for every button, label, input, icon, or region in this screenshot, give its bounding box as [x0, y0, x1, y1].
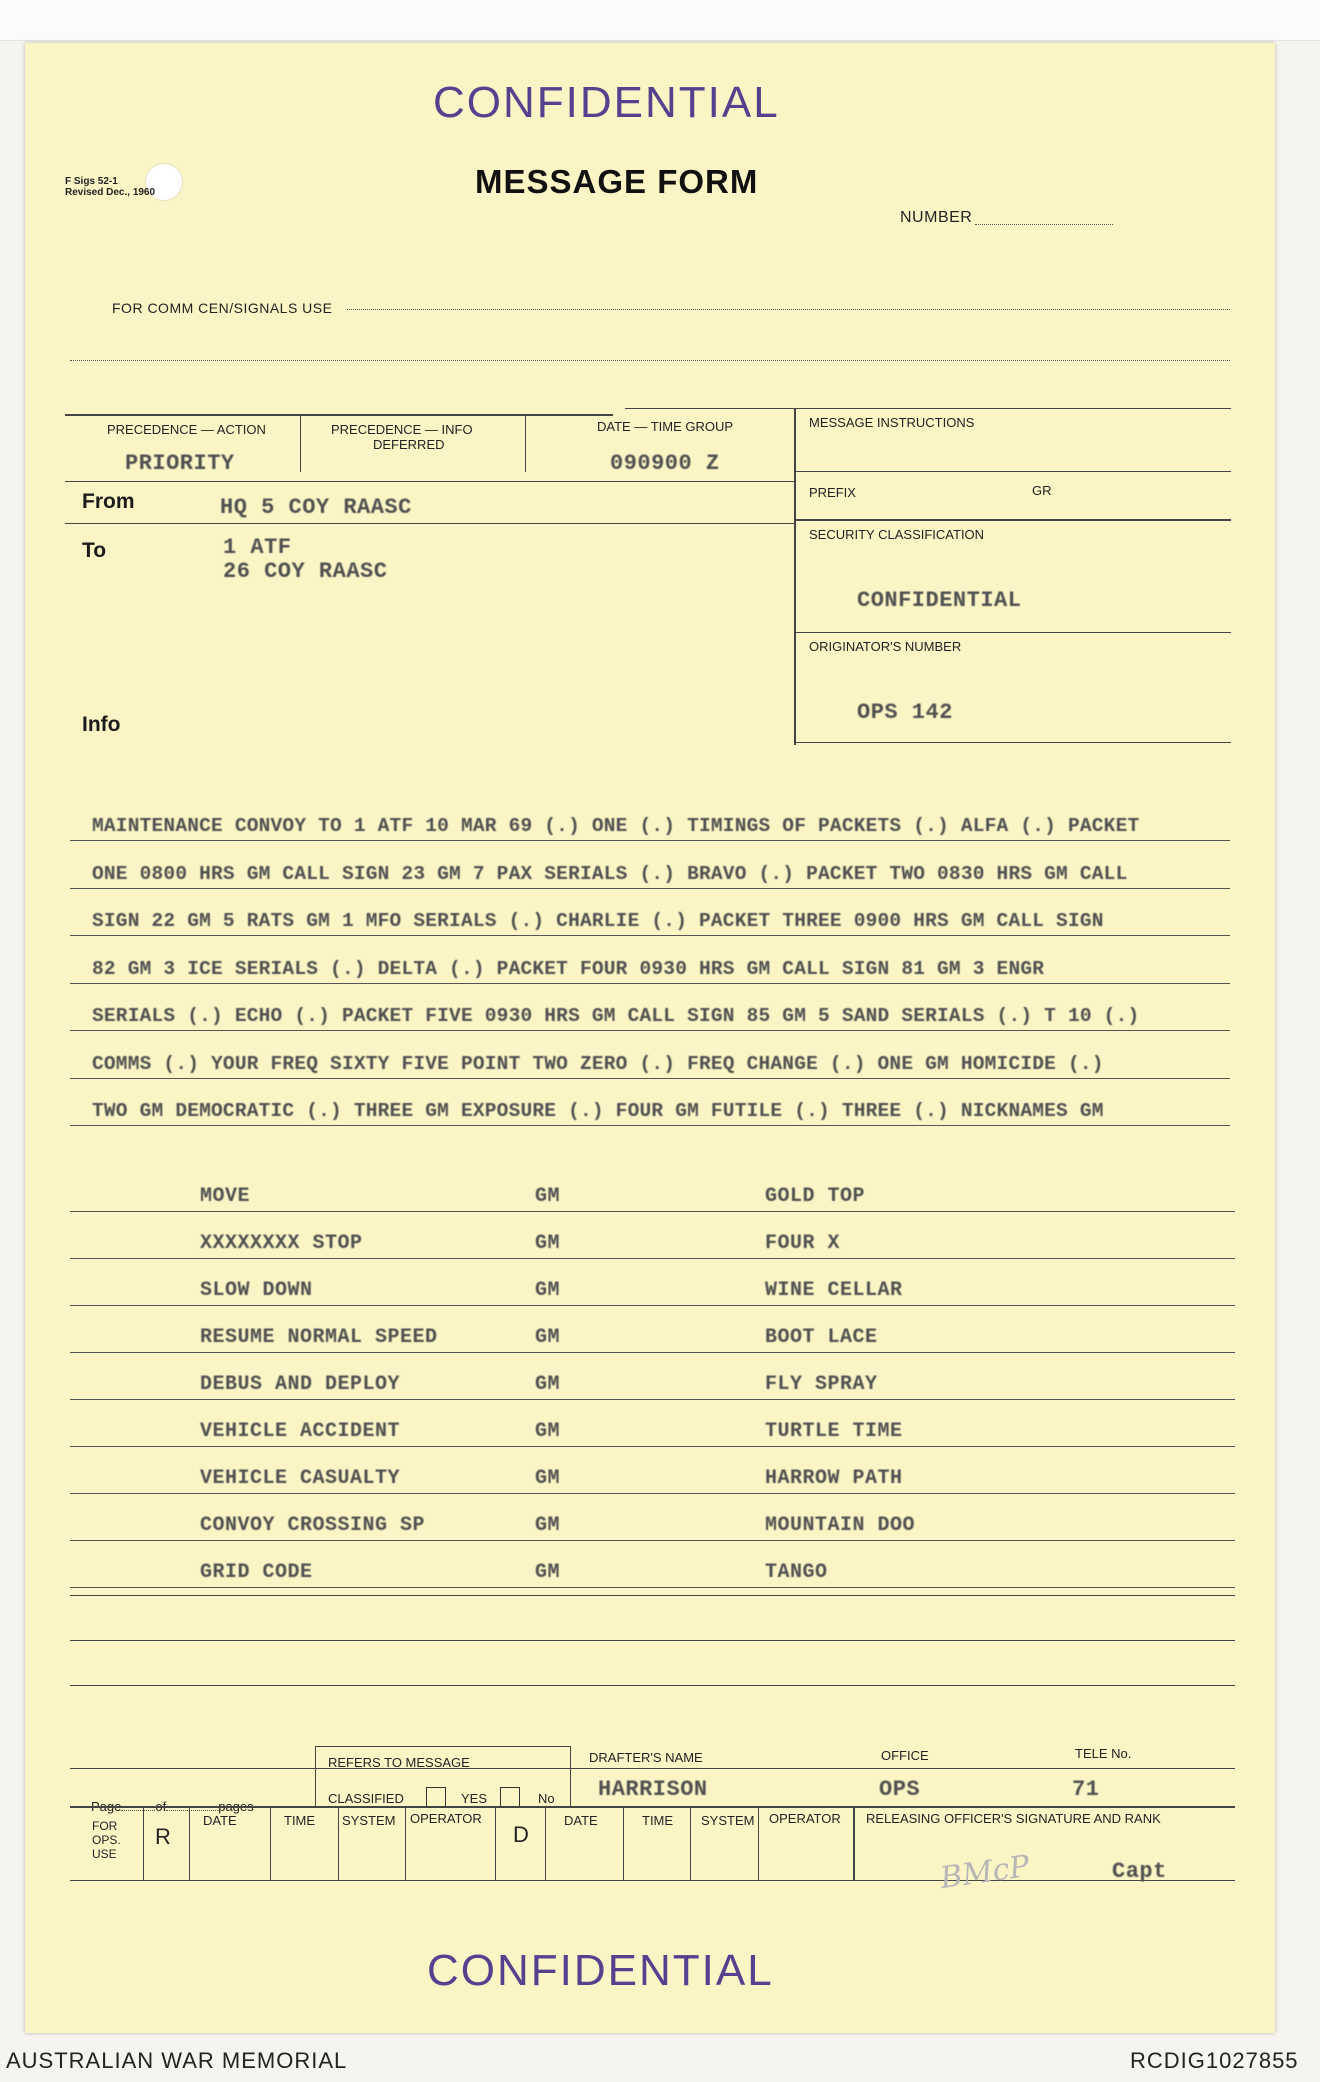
- date-label-1: DATE: [203, 1813, 237, 1828]
- dtg-label: DATE — TIME GROUP: [597, 419, 734, 434]
- nickname-gm: GM: [535, 1326, 561, 1349]
- message-body-text: TWO GM DEMOCRATIC (.) THREE GM EXPOSURE (.) FOUR GM FUTILE (.) THREE (.) NICKNAMES GM: [92, 1100, 1104, 1122]
- message-body-line: [70, 862, 1230, 889]
- nickname-row: [70, 1467, 1235, 1494]
- message-body-text: MAINTENANCE CONVOY TO 1 ATF 10 MAR 69 (.) ONE (.) TIMINGS OF PACKETS (.) ALFA (.) PACKET: [92, 815, 1140, 837]
- originators-number-label: ORIGINATOR'S NUMBER: [809, 639, 962, 654]
- message-body-text: COMMS (.) YOUR FREQ SIXTY FIVE POINT TWO ZERO (.) FREQ CHANGE (.) ONE GM HOMICIDE (.): [92, 1052, 1104, 1075]
- header-top-rule: [65, 414, 613, 416]
- page-label: Page: [91, 1799, 122, 1814]
- message-form-sheet: [25, 43, 1275, 2033]
- instructions-bottom-rule: [794, 471, 1231, 472]
- releasing-officer-rank: Capt: [1112, 1859, 1167, 1884]
- instructions-top-rule: [625, 408, 1231, 409]
- precedence-action-value: PRIORITY: [125, 451, 235, 476]
- nickname-code: MOUNTAIN DOO: [765, 1514, 916, 1537]
- dtg-value: 090900 Z: [610, 451, 720, 476]
- nickname-gm: GM: [535, 1373, 561, 1396]
- ops-col-7: [545, 1806, 546, 1880]
- refers-left-rule: [315, 1746, 316, 1806]
- nickname-row: [70, 1420, 1235, 1447]
- operator-label-1: OPERATOR: [410, 1811, 482, 1826]
- drafters-name-label: DRAFTER'S NAME: [589, 1750, 703, 1765]
- instructions-left-rule: [794, 408, 796, 745]
- security-classification-label: SECURITY CLASSIFICATION: [809, 527, 985, 542]
- nickname-row: [70, 1373, 1235, 1400]
- from-bottom-rule: [65, 523, 794, 524]
- system-label-2: SYSTEM: [701, 1813, 755, 1828]
- from-label: From: [82, 490, 135, 513]
- ops-col-5: [405, 1806, 406, 1880]
- message-body-text: SIGN 22 GM 5 RATS GM 1 MFO SERIALS (.) CHARLIE (.) PACKET THREE 0900 HRS GM CALL SIGN: [92, 910, 1104, 932]
- office-value: OPS: [879, 1777, 921, 1802]
- ops-use-bottom-rule: [70, 1880, 1235, 1881]
- date-label-2: DATE: [564, 1813, 598, 1828]
- message-instructions-label: MESSAGE INSTRUCTIONS: [809, 415, 975, 430]
- message-body-text: SERIALS (.) ECHO (.) PACKET FIVE 0930 HRS GM CALL SIGN 85 GM 5 SAND SERIALS (.) T 10 (.): [92, 1005, 1140, 1027]
- nickname-item: VEHICLE ACCIDENT: [200, 1420, 401, 1443]
- from-value: HQ 5 COY RAASC: [220, 495, 412, 520]
- ops-col-9: [690, 1806, 691, 1880]
- ops-col-6: [495, 1806, 496, 1880]
- security-classification-value: CONFIDENTIAL: [857, 588, 1022, 613]
- to-label: To: [82, 539, 107, 562]
- nickname-gm: GM: [535, 1232, 561, 1255]
- precedence-info-label: PRECEDENCE — INFO: [331, 422, 473, 437]
- time-label-1: TIME: [284, 1813, 316, 1828]
- to-addressee-2: 26 COY RAASC: [223, 559, 388, 584]
- refers-right-rule: [570, 1746, 571, 1806]
- nickname-code: TANGO: [765, 1561, 828, 1584]
- releasing-officer-label: RELEASING OFFICER'S SIGNATURE AND RANK: [866, 1811, 1161, 1826]
- nickname-gm: GM: [535, 1185, 561, 1208]
- nickname-row: [70, 1279, 1235, 1306]
- to-addressees: [223, 536, 387, 584]
- time-label-2: TIME: [642, 1813, 674, 1828]
- number-field-line: [975, 224, 1113, 225]
- prefix-bottom-rule: [794, 519, 1231, 521]
- archive-credit-right: RCDIG1027855: [1130, 2048, 1299, 2073]
- nickname-code: GOLD TOP: [765, 1185, 866, 1208]
- message-body-line: [70, 1052, 1230, 1079]
- nickname-item: SLOW DOWN: [200, 1279, 313, 1302]
- nickname-row: [70, 1185, 1235, 1212]
- nickname-item: GRID CODE: [200, 1561, 313, 1584]
- info-label: Info: [82, 713, 121, 736]
- archive-credit-left: AUSTRALIAN WAR MEMORIAL: [6, 2048, 348, 2073]
- nickname-code: WINE CELLAR: [765, 1279, 903, 1302]
- precedence-action-label: PRECEDENCE — ACTION: [107, 422, 266, 437]
- gr-label: GR: [1032, 483, 1052, 498]
- nickname-code: FLY SPRAY: [765, 1373, 878, 1396]
- nickname-item: RESUME NORMAL SPEED: [200, 1326, 438, 1349]
- form-id-block: [65, 176, 155, 198]
- nickname-gm: GM: [535, 1420, 561, 1443]
- ops-col-2: [189, 1806, 190, 1880]
- footer-top-rule: [70, 1768, 1235, 1769]
- form-revised: Revised Dec., 1960: [65, 187, 156, 198]
- nickname-gm: GM: [535, 1514, 561, 1537]
- ruled-line-3: [70, 1685, 1235, 1686]
- releasing-officer-signature: BMcP: [938, 1848, 1032, 1897]
- prefix-label: PREFIX: [809, 485, 856, 500]
- classified-yes-label: YES: [461, 1791, 488, 1806]
- header-divider-1: [300, 414, 301, 472]
- nickname-item: XXXXXXXX STOP: [200, 1232, 363, 1255]
- message-body-line: [70, 1005, 1230, 1031]
- d-label: D: [513, 1822, 529, 1847]
- comm-cen-line: [347, 309, 1230, 310]
- message-body-line: [70, 815, 1230, 841]
- originators-number-value: OPS 142: [857, 700, 953, 725]
- comm-cen-line-2: [70, 360, 1230, 361]
- ops-use-top-rule: [70, 1806, 1235, 1808]
- form-title: MESSAGE FORM: [475, 163, 759, 200]
- originator-bottom-rule: [794, 742, 1231, 743]
- classified-no-checkbox[interactable]: [500, 1787, 520, 1807]
- viewer-top-band: [0, 0, 1320, 41]
- confidential-stamp-top: CONFIDENTIAL: [433, 78, 780, 127]
- nickname-code: BOOT LACE: [765, 1326, 878, 1349]
- message-body-line: [70, 910, 1230, 936]
- header-divider-2: [525, 414, 526, 472]
- nickname-gm: GM: [535, 1279, 561, 1302]
- ops-col-1: [143, 1806, 144, 1880]
- nickname-item: MOVE: [200, 1185, 251, 1208]
- tele-label: TELE No.: [1075, 1746, 1132, 1761]
- nickname-row: [70, 1232, 1235, 1259]
- classified-yes-checkbox[interactable]: [426, 1787, 446, 1807]
- ops-col-8: [623, 1806, 624, 1880]
- for-ops-use-label: FOR OPS. USE: [92, 1819, 121, 1861]
- nickname-code: HARROW PATH: [765, 1467, 903, 1490]
- ops-col-4: [338, 1806, 339, 1880]
- nickname-code: TURTLE TIME: [765, 1420, 903, 1443]
- ops-col-10: [758, 1806, 759, 1880]
- nickname-code: FOUR X: [765, 1232, 841, 1255]
- pages-label: pages: [218, 1799, 254, 1814]
- message-body-line: [70, 957, 1230, 984]
- confidential-stamp-bottom: CONFIDENTIAL: [427, 1946, 774, 1995]
- classified-label: CLASSIFIED: [328, 1791, 404, 1806]
- nickname-item: DEBUS AND DEPLOY: [200, 1373, 401, 1396]
- nickname-item: VEHICLE CASUALTY: [200, 1467, 401, 1490]
- refers-to-message-label: REFERS TO MESSAGE: [328, 1755, 470, 1770]
- refers-top-rule: [315, 1746, 570, 1747]
- operator-label-2: OPERATOR: [769, 1811, 841, 1826]
- r-label: R: [155, 1824, 171, 1849]
- tele-value: 71: [1072, 1777, 1100, 1802]
- message-body-text: 82 GM 3 ICE SERIALS (.) DELTA (.) PACKET FOUR 0930 HRS GM CALL SIGN 81 GM 3 ENGR: [92, 957, 1045, 980]
- nickname-row: [70, 1514, 1235, 1541]
- ruled-line-1: [70, 1595, 1235, 1596]
- classified-no-label: No: [538, 1791, 555, 1806]
- nickname-gm: GM: [535, 1561, 561, 1584]
- message-body-line: [70, 1100, 1230, 1126]
- nickname-row: [70, 1561, 1235, 1588]
- ops-col-11: [853, 1806, 855, 1880]
- system-label-1: SYSTEM: [342, 1813, 396, 1828]
- ops-col-3: [270, 1806, 271, 1880]
- precedence-bottom-rule: [65, 481, 794, 482]
- comm-cen-label: FOR COMM CEN/SIGNALS USE: [112, 300, 333, 316]
- number-label: NUMBER: [900, 209, 973, 226]
- to-addressee-1: 1 ATF: [223, 535, 292, 560]
- nickname-item: CONVOY CROSSING SP: [200, 1514, 426, 1537]
- nickname-gm: GM: [535, 1467, 561, 1490]
- drafters-name-value: HARRISON: [598, 1777, 708, 1802]
- nickname-row: [70, 1326, 1235, 1353]
- message-body-text: ONE 0800 HRS GM CALL SIGN 23 GM 7 PAX SERIALS (.) BRAVO (.) PACKET TWO 0830 HRS GM CALL: [92, 862, 1128, 885]
- office-label: OFFICE: [881, 1748, 929, 1763]
- security-bottom-rule: [794, 632, 1231, 633]
- precedence-info-deferred: DEFERRED: [373, 437, 445, 452]
- of-label: of: [155, 1799, 167, 1814]
- form-id: F Sigs 52-1: [65, 176, 118, 187]
- ruled-line-2: [70, 1640, 1235, 1641]
